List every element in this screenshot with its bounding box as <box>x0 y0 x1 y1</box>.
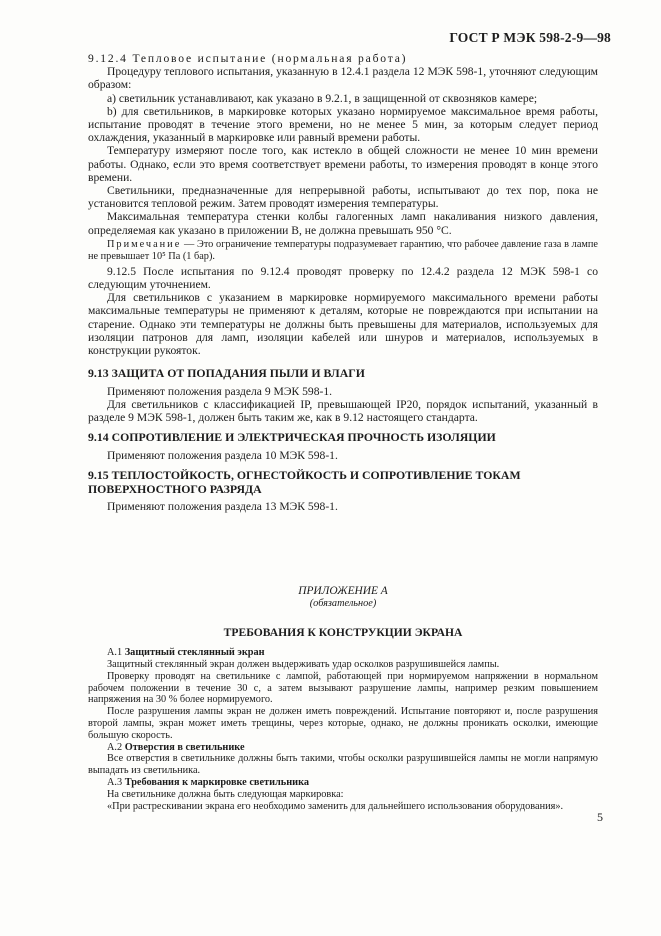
appendix-subtitle: (обязательное) <box>309 598 377 610</box>
section-913-paragraph: Для светильников с классификацией IP, превышающей IP20, порядок испытаний, указанный в разделе 9 МЭК 598-1, должен быть таким же, как в 9.12 настоящего стандарта. <box>88 397 598 425</box>
page-number: 5 <box>597 810 603 824</box>
note-label: Примечание <box>107 238 182 250</box>
appendix-paragraph: «При растрескивании экрана его необходимо заменить для дальнейшего использования оборудования». <box>107 800 564 812</box>
appendix-label: ПРИЛОЖЕНИЕ А <box>298 585 388 598</box>
a2-number: А.2 <box>107 741 125 753</box>
a1-number: А.1 <box>107 647 125 659</box>
section-9124-title: 9.12.4 Тепловое испытание (нормальная работа) <box>88 52 408 65</box>
appendix-paragraph: После разрушения лампы экран не должен иметь повреждений. Испытание повторяют и, после разрушения второй лампы, экран может иметь трещины, через которые, однако, не должны проникать осколки, имеющие большую скорость. <box>88 706 598 741</box>
section-915-heading-line1: 9.15 ТЕПЛОСТОЙКОСТЬ, ОГНЕСТОЙКОСТЬ И СОПРОТИВЛЕНИЕ ТОКАМ <box>88 468 521 483</box>
section-915-paragraph: Применяют положения раздела 13 МЭК 598-1. <box>107 500 338 514</box>
section-915-heading-line2: ПОВЕРХНОСТНОГО РАЗРЯДА <box>88 481 262 496</box>
section-9124-paragraph: Процедуру теплового испытания, указанную в 12.4.1 раздела 12 МЭК 598-1, уточняют следующим образом: <box>88 65 598 92</box>
section-9124-paragraph: Максимальная температура стенки колбы галогенных ламп накаливания низкого давления, определяемая как указано в приложении В, не должна превышать 950 °С. <box>88 210 598 237</box>
section-9125-paragraph: 9.12.5 После испытания по 9.12.4 проводят проверку по 12.4.2 раздела 12 МЭК 598-1 со следующим уточнением. <box>88 264 598 292</box>
a2-title: Отверстия в светильнике <box>124 741 245 753</box>
appendix-a2-heading <box>88 742 598 754</box>
section-913-heading: 9.13 ЗАЩИТА ОТ ПОПАДАНИЯ ПЫЛИ И ВЛАГИ <box>88 366 365 381</box>
section-9124-paragraph: Температуру измеряют после того, как истекло в общей сложности не менее 10 мин времени работы. Однако, если это время соответствует времени работы, то измерения проводят в конце этого времени. <box>88 144 598 184</box>
appendix-title: ТРЕБОВАНИЯ К КОНСТРУКЦИИ ЭКРАНА <box>223 626 463 640</box>
section-914-paragraph: Применяют положения раздела 10 МЭК 598-1. <box>107 448 338 462</box>
appendix-a1-heading <box>88 647 598 659</box>
appendix-paragraph: На светильнике должна быть следующая маркировка: <box>107 788 344 800</box>
appendix-paragraph: Все отверстия в светильнике должны быть такими, чтобы осколки разрушившейся лампы не могли напрямую выпадать из светильника. <box>88 753 598 777</box>
list-item-b: b) для светильников, в маркировке которых указано нормируемое максимальное время работы, испытание проводят в течение этого времени, но не менее 5 мин, за которым следует период охлаждения, указанный в маркировке или равный времени работы. <box>88 104 598 145</box>
standard-header: ГОСТ Р МЭК 598-2-9—98 <box>449 30 611 45</box>
page-content <box>88 52 598 812</box>
appendix-paragraph: Проверку проводят на светильнике с лампой, работающей при нормируемом напряжении в нормальном рабочем положении в течение 30 с, а затем вызывают разрушение лампы, например резким повышением напряжения на 30 % более нормируемого. <box>88 670 598 706</box>
appendix-paragraph: Защитный стеклянный экран должен выдерживать удар осколков разрушившейся лампы. <box>107 659 500 671</box>
a1-title: Защитный стеклянный экран <box>124 647 265 659</box>
section-9124-paragraph: Светильники, предназначенные для непрерывной работы, испытывают до тех пор, пока не установится тепловой режим. Затем проводят измерения температуры. <box>88 184 598 211</box>
appendix-a3-heading <box>88 777 598 789</box>
note <box>88 239 598 263</box>
list-item-a: а) светильник устанавливают, как указано в 9.2.1, в защищенной от сквозняков камере; <box>107 91 538 105</box>
section-913-paragraph: Применяют положения раздела 9 МЭК 598-1. <box>107 384 333 398</box>
note-text: — Это ограничение температуры подразумевает гарантию, что рабочее давление газа в лампе не превышает 10⁵ Па (1 бар). <box>88 238 598 262</box>
a3-title: Требования к маркировке светильника <box>124 777 310 789</box>
section-9125-paragraph: Для светильников с указанием в маркировке нормируемого максимального времени работы максимальные температуры не применяют к деталям, которые не повреждаются при испытании на старение. Однако эти температуры не должны быть превышены для материалов, используемых для изоляции патронов для ламп, изоляции кабелей или шнуров и материалов, используемых в конструкции рукояток. <box>88 291 598 358</box>
section-914-heading: 9.14 СОПРОТИВЛЕНИЕ И ЭЛЕКТРИЧЕСКАЯ ПРОЧНОСТЬ ИЗОЛЯЦИИ <box>88 430 496 445</box>
section-915-heading <box>88 469 598 496</box>
a3-number: А.3 <box>107 777 125 789</box>
